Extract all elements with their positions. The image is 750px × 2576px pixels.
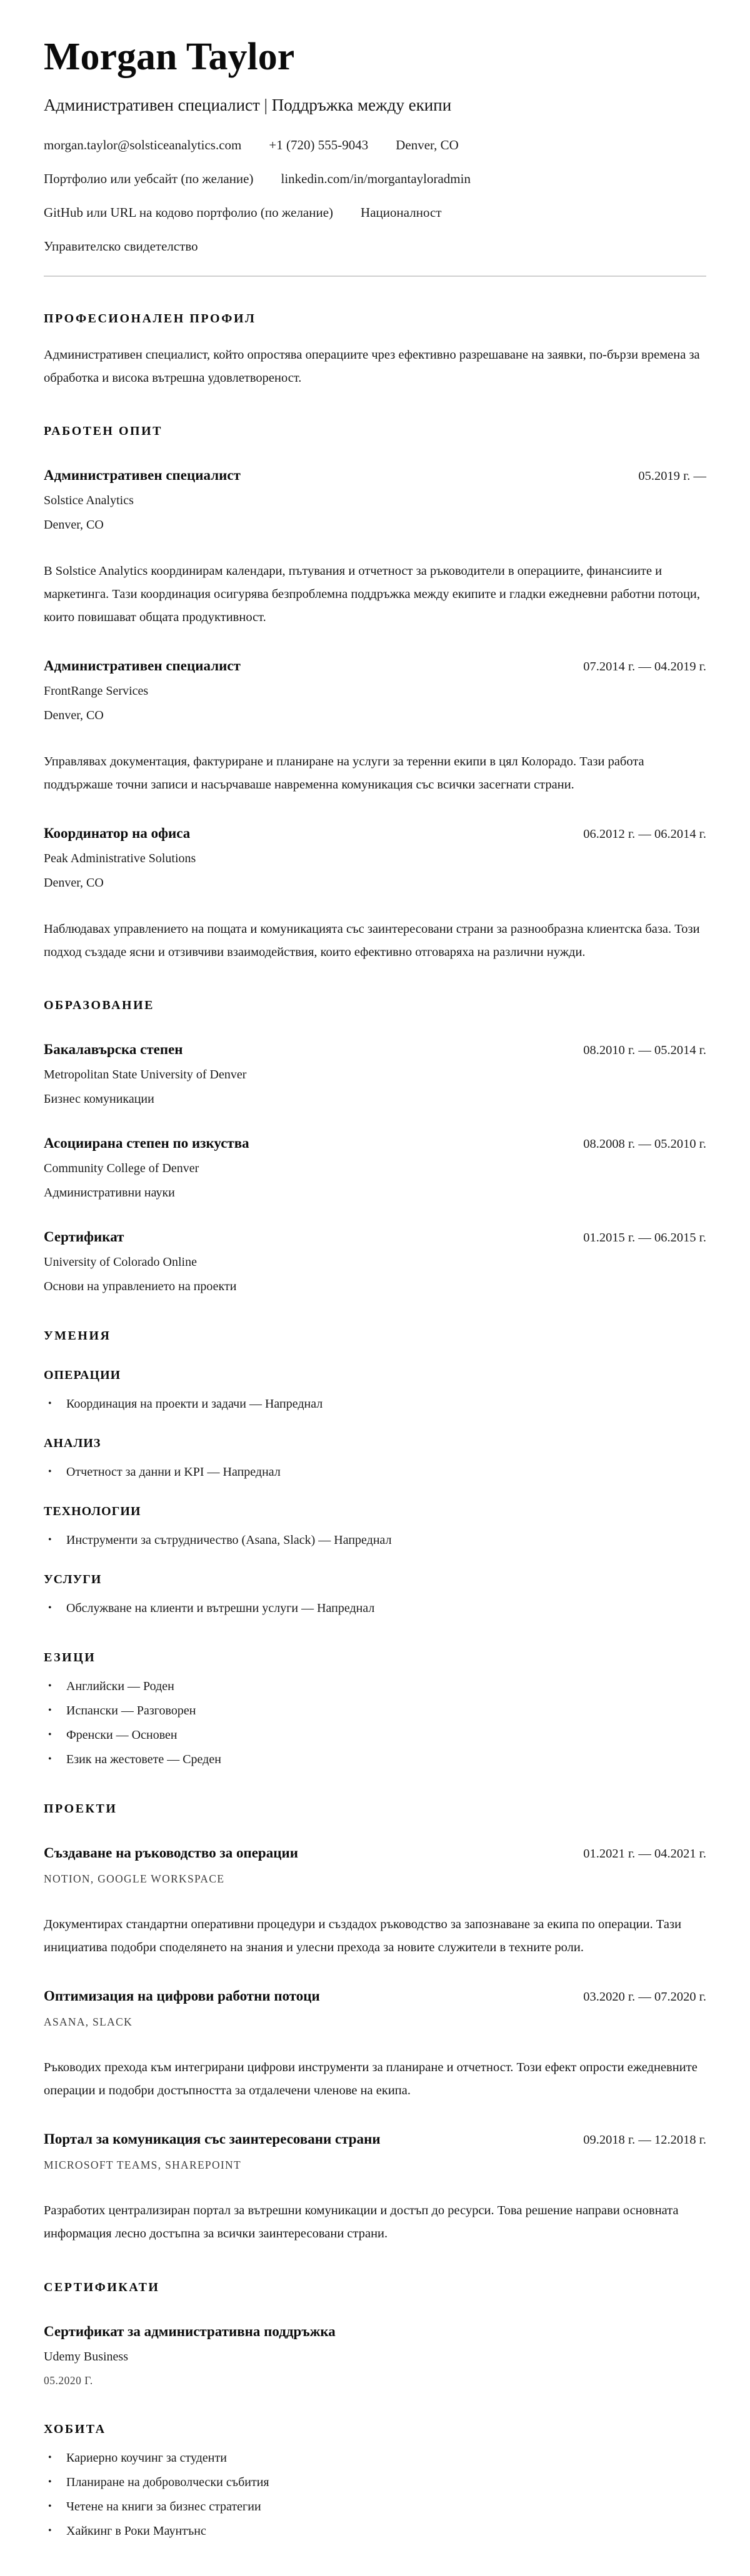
portfolio-placeholder-text: Портфолио или уебсайт (по желание): [44, 171, 254, 187]
section-certificates: [44, 2280, 706, 2387]
person-headline: Административен специалист | Поддръжка между екипи: [44, 96, 452, 115]
project-entry: [44, 2131, 706, 2245]
skill-item: • Обслужване на клиенти и вътрешни услуги — Напреднал: [44, 1601, 706, 1616]
section-projects: [44, 1802, 706, 2245]
section-education: [44, 998, 706, 1294]
section-title: РАБОТЕН ОПИТ: [44, 424, 162, 439]
skill-category: [44, 1368, 706, 1411]
education-dates: 08.2010 г. — 05.2014 г.: [583, 1043, 706, 1058]
project-title: Оптимизация на цифрови работни потоци: [44, 1988, 320, 2004]
linkedin-text: linkedin.com/in/morgantayloradmin: [281, 171, 471, 187]
job-company: Peak Administrative Solutions: [44, 851, 196, 865]
degree-title: Сертификат: [44, 1229, 124, 1245]
education-dates: 08.2008 г. — 05.2010 г.: [583, 1137, 706, 1151]
job-location: Denver, CO: [44, 708, 104, 722]
skill-item: • Инструменти за сътрудничество (Asana, Slack) — Напреднал: [44, 1533, 706, 1548]
degree-title: Асоциирана степен по изкуства: [44, 1135, 249, 1151]
school-name: Metropolitan State University of Denver: [44, 1068, 247, 1082]
job-dates: 07.2014 г. — 04.2019 г.: [583, 659, 706, 674]
language-item: • Език на жестовете — Среден: [44, 1752, 706, 1767]
project-entry-head: [44, 2131, 706, 2147]
job-dates: 05.2019 г. —: [638, 469, 706, 484]
job-title: Административен специалист: [44, 657, 241, 674]
skill-category: [44, 1436, 706, 1479]
resume-header: [44, 37, 706, 277]
section-title: ПРОЕКТИ: [44, 1802, 118, 1816]
certificate-title: Сертификат за административна поддръжка: [44, 2323, 336, 2339]
project-tools: ASANA, SLACK: [44, 2016, 133, 2029]
project-description: Ръководих прехода към интегрирани цифрови инструменти за планиране и отчетност. Този ефект опрости ежедневните операции и подобри достъпността за отдалечени членове на екипа.: [44, 2061, 698, 2098]
education-entry: [44, 1229, 706, 1294]
job-entry-head: [44, 825, 706, 842]
certificate-entry: [44, 2324, 706, 2387]
project-description: Документирах стандартни оперативни процедури и създадох ръководство за запознаване за екипа по операции. Тази инициатива подобри споделянето на знания и улесни прехода за новите служители в техните роли.: [44, 1917, 682, 1955]
education-entry: [44, 1042, 706, 1106]
skill-list: [44, 1533, 706, 1548]
certificate-date: 05.2020 Г.: [44, 2374, 93, 2387]
skill-category: [44, 1504, 706, 1548]
project-title: Портал за комуникация със заинтересовани страни: [44, 2131, 381, 2147]
skill-list: [44, 1601, 706, 1616]
job-entry-head: [44, 467, 706, 484]
section-hobbies: [44, 2422, 706, 2539]
job-location: Denver, CO: [44, 518, 104, 532]
certificate-issuer: Udemy Business: [44, 2349, 128, 2364]
project-tools: MICROSOFT TEAMS, SHAREPOINT: [44, 2159, 241, 2171]
contact-row: [44, 205, 706, 221]
language-item: • Испански — Разговорен: [44, 1703, 706, 1718]
job-company: FrontRange Services: [44, 684, 149, 698]
skill-category-title: ТЕХНОЛОГИИ: [44, 1504, 141, 1519]
project-entry-head: [44, 1845, 706, 1861]
header-divider: [44, 276, 706, 277]
job-description: Наблюдавах управлението на пощата и комуникацията със заинтересовани страни за разнообразна клиентска база. Този подход създаде ясни и отзивчиви взаимодействия, които ефективно отговаряха на различни нужди.: [44, 922, 700, 959]
language-item: • Английски — Роден: [44, 1679, 706, 1694]
education-entry: [44, 1135, 706, 1200]
section-title: ХОБИТА: [44, 2422, 106, 2436]
field-of-study: Административни науки: [44, 1186, 175, 1200]
skill-item: • Координация на проекти и задачи — Напреднал: [44, 1396, 706, 1411]
contact-row: [44, 171, 706, 187]
project-dates: 09.2018 г. — 12.2018 г.: [583, 2133, 706, 2147]
skill-category: [44, 1573, 706, 1616]
hobby-item: • Кариерно коучинг за студенти: [44, 2450, 706, 2465]
project-title: Създаване на ръководство за операции: [44, 1845, 298, 1861]
nationality-text: Националност: [361, 205, 442, 221]
section-title: ОБРАЗОВАНИЕ: [44, 998, 154, 1013]
location-text: Denver, CO: [396, 137, 459, 153]
project-dates: 01.2021 г. — 04.2021 г.: [583, 1847, 706, 1861]
education-entry-head: [44, 1135, 706, 1151]
section-title: СЕРТИФИКАТИ: [44, 2280, 160, 2294]
education-entry-head: [44, 1042, 706, 1058]
skill-item: • Отчетност за данни и KPI — Напреднал: [44, 1465, 706, 1479]
section-languages: [44, 1651, 706, 1767]
section-title: ЕЗИЦИ: [44, 1651, 96, 1665]
github-placeholder-text: GitHub или URL на кодово портфолио (по желание): [44, 205, 334, 221]
section-skills: [44, 1329, 706, 1616]
language-list: [44, 1679, 706, 1767]
skill-category-title: АНАЛИЗ: [44, 1436, 101, 1451]
skill-category-title: ОПЕРАЦИИ: [44, 1368, 121, 1383]
contact-block: [44, 137, 706, 254]
job-description: Управлявах документация, фактуриране и планиране на услуги за теренни екипи в цял Колорадо. Тази работа поддържаше точни записи и насърчаваше навременна комуникация със всички засегнати страни.: [44, 754, 644, 792]
skill-list: [44, 1396, 706, 1411]
skill-list: [44, 1465, 706, 1479]
project-entry: [44, 1988, 706, 2102]
skill-category-title: УСЛУГИ: [44, 1573, 102, 1587]
license-text: Управителско свидетелство: [44, 239, 198, 254]
job-entry-head: [44, 658, 706, 674]
hobby-list: [44, 2450, 706, 2539]
job-location: Denver, CO: [44, 875, 104, 890]
job-title: Координатор на офиса: [44, 825, 191, 841]
phone-text: +1 (720) 555-9043: [269, 137, 369, 153]
hobby-item: • Четене на книги за бизнес стратегии: [44, 2499, 706, 2514]
hobby-item: • Планиране на доброволчески събития: [44, 2475, 706, 2490]
hobby-item: • Хайкинг в Роки Маунтънс: [44, 2524, 706, 2539]
job-dates: 06.2012 г. — 06.2014 г.: [583, 827, 706, 841]
school-name: University of Colorado Online: [44, 1255, 197, 1270]
person-name: Morgan Taylor: [44, 36, 295, 78]
email-text: morgan.taylor@solsticeanalytics.com: [44, 137, 242, 153]
project-entry: [44, 1845, 706, 1959]
project-entry-head: [44, 1988, 706, 2004]
field-of-study: Основи на управлението на проекти: [44, 1280, 237, 1294]
job-entry: [44, 467, 706, 629]
section-experience: [44, 424, 706, 963]
language-item: • Френски — Основен: [44, 1728, 706, 1743]
contact-row: [44, 239, 706, 254]
contact-row: [44, 137, 706, 153]
degree-title: Бакалавърска степен: [44, 1042, 183, 1058]
job-company: Solstice Analytics: [44, 494, 134, 508]
field-of-study: Бизнес комуникации: [44, 1092, 154, 1106]
job-description: В Solstice Analytics координирам календари, пътувания и отчетност за ръководители в операциите, финансиите и маркетинга. Тази координация осигурява безпроблемна поддръжка между екипите и гладки ежедневни работни потоци, които повишават общата продуктивност.: [44, 564, 701, 624]
job-entry: [44, 825, 706, 964]
job-entry: [44, 658, 706, 797]
project-description: Разработих централизиран портал за вътрешни комуникации и достъп до ресурси. Това решение направи основната информация лесно достъпна за всички заинтересовани страни.: [44, 2204, 679, 2240]
job-title: Административен специалист: [44, 467, 241, 484]
education-dates: 01.2015 г. — 06.2015 г.: [583, 1231, 706, 1245]
section-title: УМЕНИЯ: [44, 1329, 111, 1343]
section-profile: [44, 312, 706, 389]
project-tools: NOTION, GOOGLE WORKSPACE: [44, 1872, 225, 1886]
education-entry-head: [44, 1229, 706, 1245]
profile-summary: Административен специалист, който опростява операциите чрез ефективно разрешаване на заявки, по-бързи времена за обработка и висока вътрешна удовлетвореност.: [44, 348, 700, 385]
section-title: ПРОФЕСИОНАЛЕН ПРОФИЛ: [44, 312, 256, 326]
project-dates: 03.2020 г. — 07.2020 г.: [583, 1990, 706, 2004]
school-name: Community College of Denver: [44, 1161, 199, 1176]
